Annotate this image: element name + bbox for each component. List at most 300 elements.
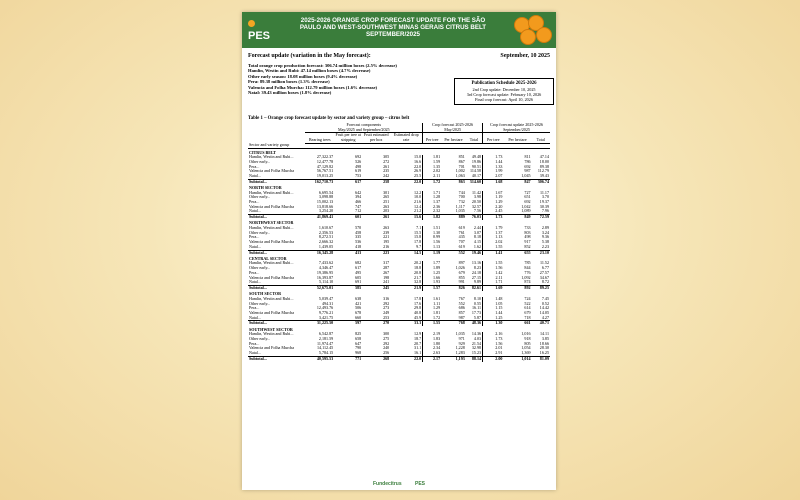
table-cell: 19.37 [539, 199, 549, 205]
table-cell: 863 [441, 179, 466, 184]
table-cell: 7.45 [541, 295, 549, 301]
table-cell: 242 [383, 173, 390, 179]
table-cell: 32.57 [471, 203, 482, 209]
table-cell: 852 [524, 243, 531, 249]
table-cell: 20.7 [414, 340, 422, 346]
table-cell: 20.50 [471, 199, 482, 205]
summary-line: Hamlin, Westin and Rubi: 47.14 million boxes (4.7% decrease) [248, 68, 371, 73]
row-label: Natal... [249, 279, 261, 285]
table-cell: 2.07 [483, 174, 504, 179]
table-cell: 240 [383, 345, 390, 351]
table-cell: 268 [362, 356, 390, 361]
table-cell: 88.14 [466, 356, 483, 361]
table-title: Table 1 – Orange crop forecast update by sector and variety group – citrus belt [248, 116, 410, 121]
table-cell: 17.8 [414, 295, 422, 301]
table-cell: 1,439.05 [318, 243, 334, 249]
table-cell: 48.36 [466, 321, 483, 326]
table-cell: 300 [383, 331, 390, 337]
table-cell: 1.41 [483, 250, 504, 255]
table-cell: 2.23 [541, 243, 549, 249]
table-cell: 1.19 [483, 195, 504, 200]
table-cell: 89.38 [539, 163, 549, 169]
table-cell: 292 [383, 300, 390, 306]
table-cell: 14.42 [539, 305, 549, 311]
table-cell: 1.89 [423, 266, 441, 271]
table-cell: 1,026 [455, 265, 465, 271]
table-cell: 29.8 [414, 305, 422, 311]
table-cell: 270 [362, 321, 390, 326]
table-cell: 1.13 [483, 235, 504, 240]
row-label: Hamlin, Westin and Rubi... [249, 225, 294, 231]
table-cell: 11.17 [539, 189, 549, 195]
table-cell: 7,433.62 [318, 260, 334, 266]
table-cell: 642 [355, 189, 362, 195]
table-cell: 570 [355, 225, 362, 231]
table-cell: 918 [524, 336, 531, 342]
table-cell: 17.73 [471, 310, 482, 316]
col-header: Per hectare [441, 133, 466, 143]
table-cell: 5,784.15 [318, 350, 334, 356]
table-cell: 1.56 [423, 240, 441, 245]
publication-schedule-box [454, 78, 554, 105]
table-cell: 223 [362, 250, 390, 255]
table-cell: 10.0 [414, 194, 422, 200]
table-cell: 1.37 [423, 200, 441, 205]
banner-title-line: PAULO AND WEST-SOUTHWEST MINAS GERAIS CITRUS BELT [299, 24, 487, 31]
table-cell: 16.1 [414, 350, 422, 356]
table-cell: 45.9 [414, 314, 422, 320]
table-cell: 263 [383, 203, 390, 209]
table-cell: 678 [355, 310, 362, 316]
table-cell: 292 [383, 340, 390, 346]
table-cell: 700 [458, 194, 465, 200]
table-cell: 16.25 [539, 350, 549, 356]
table-cell: 1.73 [483, 215, 504, 220]
table-cell: 4,346.47 [318, 265, 334, 271]
table-cell: 6.77 [541, 265, 549, 271]
table-cell: 617 [355, 265, 362, 271]
table-cell: 21.7 [414, 274, 422, 280]
table-cell: 19.46 [466, 250, 483, 255]
table-cell: 16,345.28 [305, 250, 334, 255]
table-cell: 1.66 [423, 276, 441, 281]
table-cell: 1,283 [455, 350, 465, 356]
table-cell: 847 [503, 179, 531, 184]
table-cell: 421 [355, 300, 362, 306]
table-cell: 617 [334, 179, 362, 184]
table-cell: 506 [355, 305, 362, 311]
table-cell: 162,710.73 [305, 179, 334, 184]
table-cell: 0.99 [423, 235, 441, 240]
table-cell: 47.14 [539, 154, 549, 160]
table-cell: 32.98 [471, 345, 482, 351]
table-cell: 867 [458, 158, 465, 164]
table-cell: 1.35 [423, 165, 441, 170]
schedule-line: Final crop forecast: April 10, 2026 [475, 97, 533, 102]
table-cell: 2.36 [423, 205, 441, 210]
summary-line: Natal: 39.43 million boxes (1.8% decrease) [248, 90, 332, 95]
row-label: Natal... [249, 173, 261, 179]
table-cell: 1,117 [455, 203, 465, 209]
table-cell: 727 [524, 189, 531, 195]
table-cell: 1.13 [423, 245, 441, 250]
table-cell: 3.85 [541, 336, 549, 342]
table-cell: 1,228 [455, 345, 465, 351]
table-cell: 8,272.51 [318, 234, 334, 240]
table-cell: 1.11 [423, 302, 441, 307]
table-cell: 435 [458, 234, 465, 240]
table-cell: 1.19 [423, 250, 441, 255]
table-cell: 11.42 [472, 189, 482, 195]
group-header-may: Crop forecast 2025-2026 May/2025 [423, 123, 483, 133]
table-cell: 17.6 [414, 300, 422, 306]
table-cell: 413 [334, 250, 362, 255]
table-cell: 19.86 [471, 158, 482, 164]
row-label: Hamlin, Westin and Rubi... [249, 260, 294, 266]
table-cell: 692 [355, 154, 362, 160]
table-cell: 1.55 [483, 245, 504, 250]
summary-line: Other early season: 18.08 million boxes (9.4% decrease) [248, 73, 358, 79]
table-cell: 2.89 [541, 225, 549, 231]
table-cell: 4.15 [473, 239, 482, 245]
table-cell: 5.87 [473, 314, 482, 320]
table-cell: 221 [383, 234, 390, 240]
table-cell: 1.71 [483, 280, 504, 285]
table-cell: 2.45 [483, 209, 504, 214]
table-cell: 692 [524, 163, 531, 169]
row-label: Subtotal... [248, 215, 305, 220]
table-cell: 20.8 [414, 269, 422, 275]
row-label: Valencia and Folha Murcha [249, 274, 295, 280]
table-cell: 14.5 [390, 250, 423, 255]
table-cell: 536 [355, 239, 362, 245]
oranges-image [512, 15, 552, 45]
table-cell: 1.55 [483, 261, 504, 266]
forecast-table [248, 123, 550, 362]
table-cell: 707 [458, 239, 465, 245]
table-cell: 2.11 [483, 276, 504, 281]
table-cell: 1.56 [483, 266, 504, 271]
table-cell: 21.9 [390, 286, 423, 291]
table-cell: 14.11 [539, 331, 549, 337]
table-cell: 1.79 [483, 226, 504, 231]
table-cell: 72.59 [532, 215, 550, 220]
table-cell: 585 [334, 286, 362, 291]
table-cell: 744 [458, 189, 465, 195]
table-cell: 18.8 [414, 265, 422, 271]
table-cell: 18.00 [539, 158, 549, 164]
summary-line: Pera: 89.38 million boxes (1.3% decrease) [248, 79, 330, 84]
table-cell: 32.8 [414, 279, 422, 285]
row-label: Valencia and Folha Murcha [249, 203, 295, 209]
table-cell: 34.67 [539, 274, 549, 280]
table-cell: 458 [355, 229, 362, 235]
table-cell: 316 [383, 295, 390, 301]
table-cell: 2.34 [423, 346, 441, 351]
table-cell: 22.0 [390, 356, 423, 361]
table-cell: 2.02 [483, 240, 504, 245]
table-cell: 1.67 [483, 191, 504, 196]
table-cell: 19,386.95 [316, 269, 334, 275]
table-cell: 23.10 [532, 250, 550, 255]
table-cell: 718 [524, 314, 531, 320]
report-header [248, 54, 550, 60]
table-cell: 27,322.37 [316, 154, 334, 160]
table-cell: 1,014 [503, 356, 531, 361]
table-cell: 1.77 [423, 261, 441, 266]
table-cell: 249 [383, 310, 390, 316]
table-cell: 552 [441, 250, 466, 255]
table-cell: 22.0 [390, 179, 423, 184]
table-cell: 4.03 [473, 336, 482, 342]
table-cell: 1,193 [441, 356, 466, 361]
row-label: Pera... [249, 199, 260, 205]
table-cell: 265 [383, 194, 390, 200]
pes-logo: PES [248, 18, 274, 40]
table-cell: 619 [355, 168, 362, 174]
table-cell: 1,035 [455, 208, 465, 214]
table-cell: 0.52 [541, 300, 549, 306]
table-cell: 47,129.82 [316, 163, 334, 169]
table-cell: 9.89 [473, 279, 482, 285]
table-cell: 767 [458, 295, 465, 301]
row-label: Other early... [249, 336, 271, 342]
table-cell: 1.82 [423, 215, 441, 220]
table-cell: 11,974.47 [316, 340, 334, 346]
table-cell: 892 [503, 286, 531, 291]
row-label: Valencia and Folha Murcha [249, 310, 295, 316]
table-cell: 14.05 [539, 310, 549, 316]
schedule-line: 3rd Crop forecast update: February 10, 2026 [466, 92, 542, 97]
table-cell: 785 [524, 260, 531, 266]
table-cell: 12.2 [414, 189, 422, 195]
table-cell: 855 [458, 274, 465, 280]
row-label: Other early... [249, 194, 271, 200]
table-cell: 2,356.53 [318, 229, 334, 235]
report-footer [242, 481, 556, 487]
table-cell: 897 [458, 260, 465, 266]
table-cell: 13.16 [471, 260, 482, 266]
table-cell: 1,035 [455, 331, 465, 337]
table-cell: 9.36 [541, 234, 549, 240]
table-cell: 495 [355, 269, 362, 275]
table-cell: 14,112.45 [316, 345, 334, 351]
table-cell: 49.48 [471, 154, 482, 160]
table-cell: 8.72 [541, 279, 549, 285]
row-label: SOUTH SECTOR [249, 291, 282, 297]
table-cell: 251 [383, 199, 390, 205]
table-cell: 761 [458, 229, 465, 235]
table-cell: 826 [441, 286, 466, 291]
row-label: Subtotal... [248, 250, 305, 255]
table-cell: 40.17 [471, 173, 482, 179]
col-header: Per tree [423, 133, 441, 143]
table-cell: 314.60 [466, 179, 483, 184]
table-cell: 1.42 [483, 271, 504, 276]
table-cell: 20.2 [414, 260, 422, 266]
table-cell: 1,369 [521, 350, 531, 356]
table-cell: 22.0 [414, 163, 422, 169]
table-cell: 18.66 [539, 340, 549, 346]
table-cell: 40.71 [532, 321, 550, 326]
table-cell: 619 [458, 243, 465, 249]
col-header: Fruit per tree at stripping [335, 132, 361, 143]
table-cell: 3,421.75 [318, 314, 334, 320]
table-cell: 2.20 [483, 205, 504, 210]
table-cell: 4.27 [541, 314, 549, 320]
table-cell: 825 [355, 331, 362, 337]
table-cell: 1.62 [473, 243, 482, 249]
table-cell: 1,002 [455, 168, 465, 174]
table-cell: 1.72 [423, 316, 441, 321]
table-cell: 90.51 [471, 163, 482, 169]
table-cell: 526 [355, 158, 362, 164]
table-cell: 40.8 [414, 310, 422, 316]
table-cell: 917 [524, 239, 531, 245]
table-cell: 31.1 [414, 345, 422, 351]
table-cell: 1.15 [483, 306, 504, 311]
table-cell: 1.72 [423, 179, 441, 184]
row-label: Hamlin, Westin and Rubi... [249, 295, 294, 301]
table-cell: 747 [355, 203, 362, 209]
table-cell: 3.98 [473, 194, 482, 200]
table-cell: 753 [355, 173, 362, 179]
table-cell: 82.61 [466, 286, 483, 291]
group-header-components: Forecast components May/2025 and September/2025 [305, 123, 422, 133]
table-cell: 301 [383, 189, 390, 195]
table-cell: 1.81 [423, 311, 441, 316]
table-cell: 968 [355, 350, 362, 356]
table-cell: 1.51 [423, 226, 441, 231]
table-cell: 597 [334, 321, 362, 326]
table-cell: 235 [383, 168, 390, 174]
table-cell: 1,089 [521, 208, 531, 214]
table-cell: 1.71 [423, 191, 441, 196]
table-cell: 0.55 [473, 300, 482, 306]
table-cell: 1.37 [483, 231, 504, 236]
row-label: Other early... [249, 300, 271, 306]
table-cell: 768 [441, 321, 466, 326]
table-cell: 776 [524, 269, 531, 275]
table-cell: 971 [458, 336, 465, 342]
table-cell: 1.73 [483, 155, 504, 160]
table-cell: 27.57 [539, 269, 549, 275]
table-cell: 8.23 [473, 265, 482, 271]
col-header: Total [532, 133, 550, 143]
table-cell: 16,393.87 [316, 274, 334, 280]
table-cell: 418 [355, 243, 362, 249]
table-cell: 1,042 [521, 203, 531, 209]
pes-footer-logo: PES [415, 481, 426, 487]
row-label: SOUTHWEST SECTOR [249, 326, 293, 332]
row-label: CENTRAL SECTOR [249, 255, 287, 261]
table-cell: 522 [524, 300, 531, 306]
table-cell: 803 [524, 229, 531, 235]
table-cell: 17.8 [414, 239, 422, 245]
table-cell: 261 [383, 163, 390, 169]
forecast-update-heading: Forecast update (variation in the May forecast): [248, 53, 371, 59]
table-cell: 114.58 [469, 168, 482, 174]
table-cell: 1.30 [483, 321, 504, 326]
table-cell: 6,542.87 [318, 331, 334, 337]
table-cell: 261 [362, 215, 390, 220]
col-header: Bearing trees [305, 133, 334, 143]
table-cell: 7.1 [416, 225, 422, 231]
table-cell: 14.36 [471, 331, 482, 337]
table-cell: 27.15 [471, 274, 482, 280]
table-cell: 21.2 [414, 208, 422, 214]
table-cell: 317 [383, 260, 390, 266]
table-cell: 686 [458, 305, 465, 311]
table-cell: 1.33 [483, 165, 504, 170]
table-cell: 849 [503, 215, 531, 220]
table-cell: 33.3 [390, 321, 423, 326]
table-cell: 2.32 [423, 209, 441, 214]
table-cell: 12.4 [414, 203, 422, 209]
table-cell: 26.9 [414, 168, 422, 174]
row-label: Natal... [249, 208, 261, 214]
table-cell: 661 [503, 321, 531, 326]
row-label: Other early... [249, 229, 271, 235]
header-spacer [248, 123, 305, 143]
table-cell: 241 [383, 279, 390, 285]
subtotal-row [248, 356, 550, 361]
table-cell: 1.29 [423, 306, 441, 311]
table-cell: 658 [355, 336, 362, 342]
row-label: Natal... [249, 350, 261, 356]
table-cell: 28.30 [539, 345, 549, 351]
table-cell: 851 [458, 154, 465, 160]
table-cell: 1.68 [483, 179, 504, 184]
row-label: Natal... [249, 314, 261, 320]
table-cell: 466 [355, 199, 362, 205]
table-cell: 12.9 [414, 331, 422, 337]
table-cell: 5,039.47 [318, 295, 334, 301]
table-cell: 991 [458, 279, 465, 285]
group-header-september: Crop forecast update 2025-2026 September/2025 [483, 123, 550, 133]
table-cell: 701 [458, 163, 465, 169]
table-cell: 198 [383, 274, 390, 280]
table-cell: 3,254.20 [318, 208, 334, 214]
row-label: Subtotal... [248, 356, 305, 361]
table-cell: 216 [383, 243, 390, 249]
fundecitrus-logo: Fundecitrus [372, 481, 402, 487]
table-cell: 76.03 [466, 215, 483, 220]
table-cell: 18.7 [414, 336, 422, 342]
table-cell: 2.01 [483, 346, 504, 351]
row-label: Pera... [249, 269, 260, 275]
table-cell: 651 [524, 194, 531, 200]
table-cell: 1,016 [521, 331, 531, 337]
table-cell: 15.5 [414, 229, 422, 235]
report-content [248, 52, 550, 361]
table-cell: 3.70 [541, 194, 549, 200]
row-label: Other early... [249, 158, 271, 164]
col-header: Fruit estimated per box [363, 132, 389, 143]
table-cell: 1,054 [521, 345, 531, 351]
summary-line: Total orange crop production forecast: 306.74 million boxes (2.5% decrease) [248, 62, 397, 68]
table-cell: 8.18 [473, 234, 482, 240]
table-cell: 1.83 [423, 337, 441, 342]
table-cell: 16.11 [472, 305, 482, 311]
table-cell: 790 [355, 345, 362, 351]
row-label: Pera... [249, 340, 260, 346]
table-cell: 8.10 [473, 295, 482, 301]
table-cell: 712 [355, 208, 362, 214]
row-label: Pera... [249, 163, 260, 169]
table-cell: 1.44 [483, 311, 504, 316]
row-label: Hamlin, Westin and Rubi... [249, 189, 294, 195]
